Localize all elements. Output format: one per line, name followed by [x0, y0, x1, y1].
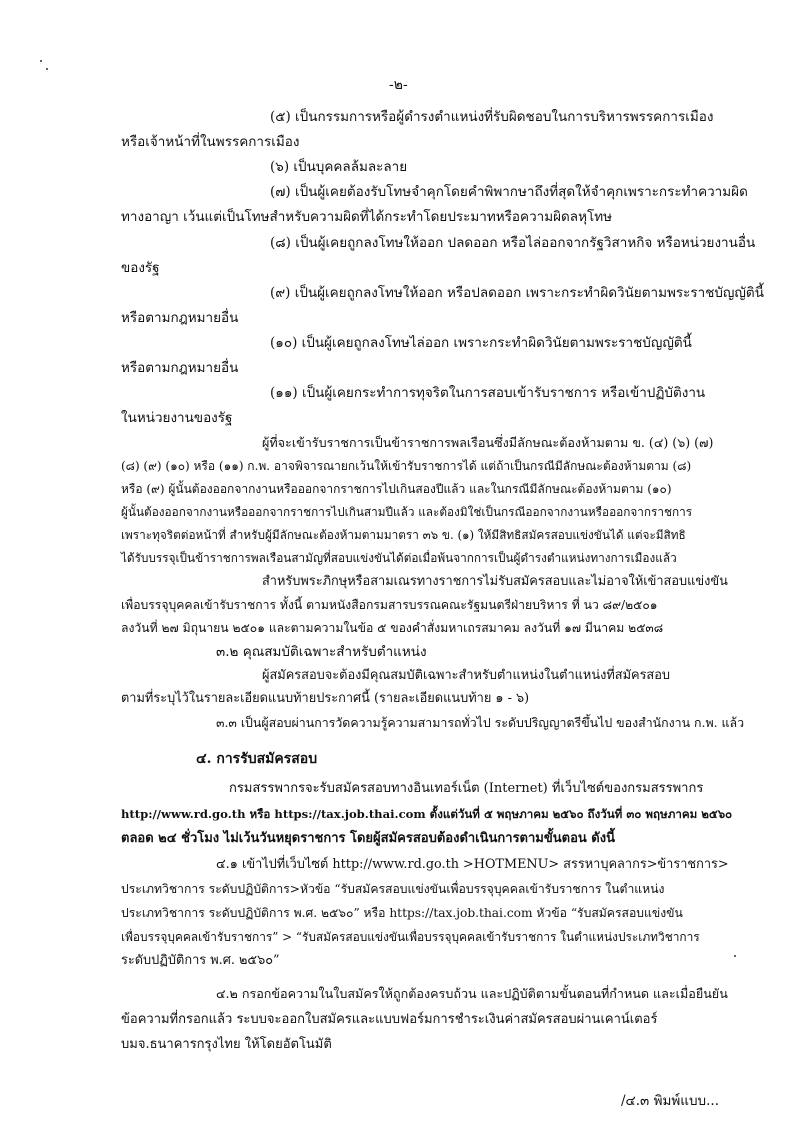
text-line: ได้รับบรรจุเป็นข้าราชการพลเรือนสามัญที่สอบแข่งขันได้ต่อเมื่อพ้นจากการเป็นผู้ดำรงตำแหน่งทางการเมืองแล้ว: [121, 551, 677, 565]
text-line: (๘) (๙) (๑๐) หรือ (๑๑) ก.พ. อาจพิจารณายกเว้นให้เข้ารับราชการได้ แต่ถ้าเป็นกรณีมีลักษณะต้องห้ามตาม (๘): [121, 459, 692, 473]
text-line: เพื่อบรรจุบุคคลเข้ารับราชการ ทั้งนี้ ตามหนังสือกรมสารบรรณคณะรัฐมนตรีฝ่ายบริหาร ที่ นว ๘๙/๒๕๐๑: [121, 598, 658, 612]
text-line: ตามที่ระบุไว้ในรายละเอียดแนบท้ายประกาศนี้ (รายละเอียดแนบท้าย ๑ - ๖): [121, 691, 530, 706]
scan-speck: [46, 68, 48, 70]
page-number: -๒-: [389, 77, 408, 93]
text-line: ผู้ที่จะเข้ารับราชการเป็นข้าราชการพลเรือนซึ่งมีลักษณะต้องห้ามตาม ข. (๔) (๖) (๗): [262, 435, 714, 450]
scan-speck: [40, 60, 42, 62]
text-line: หรือเจ้าหน้าที่ในพรรคการเมือง: [121, 134, 300, 150]
text-line: เพื่อบรรจุบุคคลเข้ารับราชการ” > “รับสมัครสอบแข่งขันเพื่อบรรจุบุคคลเข้ารับราชการ ในตำแหน่งประเภทวิชาการ: [121, 930, 700, 944]
continuation-footer: /๔.๓ พิมพ์แบบ...: [621, 1093, 719, 1109]
text-line: ข้อความที่กรอกแล้ว ระบบจะออกใบสมัครและแบบฟอร์มการชำระเงินค่าสมัครสอบผ่านเคาน์เตอร์: [121, 1012, 658, 1027]
text-line: ประเภทวิชาการ ระดับปฏิบัติการ>หัวข้อ “รับสมัครสอบแข่งขันเพื่อบรรจุบุคคลเข้ารับราชการ ในตำแหน่ง: [121, 882, 665, 896]
section-heading: ๔. การรับสมัครสอบ: [196, 751, 318, 767]
text-line: ๓.๓ เป็นผู้สอบผ่านการวัดความรู้ความสามารถทั่วไป ระดับปริญญาตรีขึ้นไป ของสำนักงาน ก.พ. แล้ว: [216, 715, 745, 730]
text-line: (๑๑) เป็นผู้เคยกระทำการทุจริตในการสอบเข้ารับราชการ หรือเข้าปฏิบัติงาน: [270, 385, 706, 401]
text-line: กรมสรรพากรจะรับสมัครสอบทางอินเทอร์เน็ต (Internet) ที่เว็บไซต์ของกรมสรรพากร: [229, 781, 704, 796]
text-line: ระดับปฏิบัติการ พ.ศ. ๒๕๖๐”: [121, 953, 280, 968]
text-line: ลงวันที่ ๒๗ มิถุนายน ๒๕๐๑ และตามความในข้อ ๕ ของคำสั่งมหาเถรสมาคม ลงวันที่ ๑๗ มีนาคม ๒๕๓๘: [121, 621, 664, 635]
text-line: ผู้สมัครสอบจะต้องมีคุณสมบัติเฉพาะสำหรับตำแหน่งในตำแหน่งที่สมัครสอบ: [262, 668, 671, 683]
text-line: (๕) เป็นกรรมการหรือผู้ดำรงตำแหน่งที่รับผิดชอบในการบริหารพรรคการเมือง: [270, 109, 714, 125]
text-line: หรือตามกฎหมายอื่น: [121, 360, 239, 376]
text-line: บมจ.ธนาคารกรุงไทย ให้โดยอัตโนมัติ: [121, 1037, 332, 1052]
text-line: ผู้นั้นต้องออกจากงานหรือออกจากราชการไปเกินสามปีแล้ว และต้องมิใช่เป็นกรณีออกจากงานหรือออกจากราชการ: [121, 505, 693, 519]
text-line: เพราะทุจริตต่อหน้าที่ สำหรับผู้มีลักษณะต้องห้ามตามมาตรา ๓๖ ข. (๑) ให้มีสิทธิสมัครสอบแข่งขันได้ แต่จะมีสิทธิ: [121, 528, 686, 542]
text-line: (๖) เป็นบุคคลล้มละลาย: [270, 159, 408, 175]
text-line: ตลอด ๒๔ ชั่วโมง ไม่เว้นวันหยุดราชการ โดยผู้สมัครสอบต้องดำเนินการตามขั้นตอน ดังนี้: [121, 831, 615, 846]
text-line: ๔.๒ กรอกข้อความในใบสมัครให้ถูกต้องครบถ้วน และปฏิบัติตามขั้นตอนที่กำหนด และเมื่อยืนยัน: [216, 986, 728, 1001]
text-line: (๗) เป็นผู้เคยต้องรับโทษจำคุกโดยคำพิพากษาถึงที่สุดให้จำคุกเพราะกระทำความผิด: [270, 184, 748, 200]
text-line: สำหรับพระภิกษุหรือสามเณรทางราชการไม่รับสมัครสอบและไม่อาจให้เข้าสอบแข่งขัน: [262, 574, 728, 589]
text-line: http://www.rd.go.th หรือ https://tax.job.thai.com ตั้งแต่วันที่ ๕ พฤษภาคม ๒๕๖๐ ถึงวันที่ ๓๐ พฤษภาคม ๒๕๖๐: [121, 807, 733, 821]
text-line: ๓.๒ คุณสมบัติเฉพาะสำหรับตำแหน่ง: [216, 644, 427, 660]
text-line: ๔.๑ เข้าไปที่เว็บไซต์ http://www.rd.go.th >HOTMENU> สรรหาบุคลากร>ข้าราชการ>: [216, 857, 729, 872]
text-line: หรือตามกฎหมายอื่น: [121, 310, 239, 326]
scan-speck: [734, 955, 736, 957]
text-line: (๑๐) เป็นผู้เคยถูกลงโทษไล่ออก เพราะกระทำผิดวินัยตามพระราชบัญญัตินี้: [270, 335, 692, 351]
text-line: (๘) เป็นผู้เคยถูกลงโทษให้ออก ปลดออก หรือไล่ออกจากรัฐวิสาหกิจ หรือหน่วยงานอื่น: [270, 235, 756, 251]
text-line: (๙) เป็นผู้เคยถูกลงโทษให้ออก หรือปลดออก เพราะกระทำผิดวินัยตามพระราชบัญญัตินี้: [270, 285, 764, 301]
text-line: ทางอาญา เว้นแต่เป็นโทษสำหรับความผิดที่ได้กระทำโดยประมาทหรือความผิดลหุโทษ: [121, 209, 613, 225]
text-line: หรือ (๙) ผู้นั้นต้องออกจากงานหรือออกจากราชการไปเกินสองปีแล้ว และในกรณีมีลักษณะต้องห้ามตาม (๑๐): [121, 482, 672, 496]
text-line: ประเภทวิชาการ ระดับปฏิบัติการ พ.ศ. ๒๕๖๐” หรือ https://tax.job.thai.com หัวข้อ “รับสมัครสอบแข่งขัน: [121, 906, 683, 920]
text-line: ในหน่วยงานของรัฐ: [121, 410, 233, 426]
text-line: ของรัฐ: [121, 260, 160, 276]
